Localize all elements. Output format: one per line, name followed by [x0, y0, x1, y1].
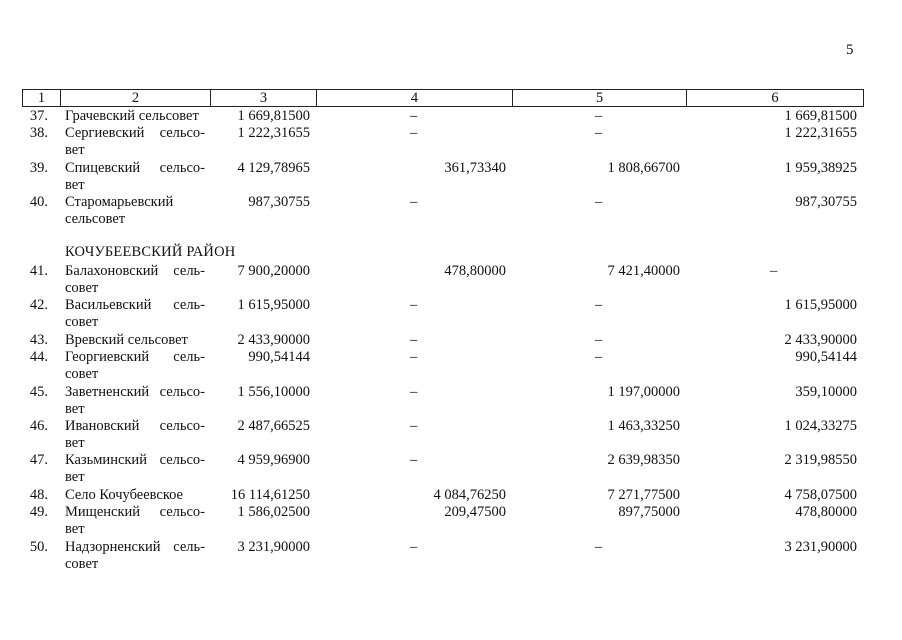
cell-col-3: 1 556,10000 [237, 384, 310, 400]
cell-col-6: 1 024,33275 [784, 418, 857, 434]
cell-col-5: – [595, 332, 603, 348]
cell-col-6: 2 319,98550 [784, 452, 857, 468]
cell-col-3: 990,54144 [248, 349, 310, 365]
cell-col-3: 1 669,81500 [237, 108, 310, 124]
table-column-header [22, 89, 864, 107]
cell-col-6: – [770, 263, 778, 279]
row-number: 37. [29, 108, 48, 124]
cell-col-5: – [595, 194, 603, 210]
cell-col-4: – [410, 332, 418, 348]
cell-col-3: 1 222,31655 [237, 125, 310, 141]
cell-col-4: – [410, 539, 418, 555]
cell-col-3: 16 114,61250 [230, 487, 310, 503]
cell-col-4: 361,73340 [444, 160, 506, 176]
page-number: 5 [846, 42, 854, 58]
cell-col-5: 2 639,98350 [607, 452, 680, 468]
cell-col-3: 4 129,78965 [237, 160, 310, 176]
column-header-2: 2 [61, 90, 211, 106]
cell-col-3: 4 959,96900 [237, 452, 310, 468]
row-number: 47. [29, 452, 48, 468]
cell-col-5: 897,75000 [618, 504, 680, 520]
row-name: Балахоновский сель- совет [65, 263, 205, 296]
row-name: Спицевский сельсо- вет [65, 160, 205, 193]
cell-col-3: 2 433,90000 [237, 332, 310, 348]
column-header-3: 3 [211, 90, 317, 106]
cell-col-5: 7 271,77500 [607, 487, 680, 503]
cell-col-6: 990,54144 [795, 349, 857, 365]
cell-col-6: 478,80000 [795, 504, 857, 520]
cell-col-4: – [410, 108, 418, 124]
row-name: Ивановский сельсо- вет [65, 418, 205, 451]
cell-col-4: – [410, 194, 418, 210]
cell-col-3: 3 231,90000 [237, 539, 310, 555]
cell-col-5: – [595, 108, 603, 124]
cell-col-6: 1 669,81500 [784, 108, 857, 124]
row-name: Село Кочубеевское [65, 487, 183, 503]
cell-col-3: 1 586,02500 [237, 504, 310, 520]
cell-col-6: 3 231,90000 [784, 539, 857, 555]
cell-col-6: 1 615,95000 [784, 297, 857, 313]
row-number: 44. [29, 349, 48, 365]
cell-col-6: 1 222,31655 [784, 125, 857, 141]
row-name: Казьминский сельсо- вет [65, 452, 205, 485]
cell-col-4: – [410, 452, 418, 468]
row-number: 45. [29, 384, 48, 400]
column-header-1: 1 [23, 90, 61, 106]
row-name: Мищенский сельсо- вет [65, 504, 205, 537]
cell-col-5: – [595, 539, 603, 555]
cell-col-5: – [595, 349, 603, 365]
cell-col-5: 1 808,66700 [607, 160, 680, 176]
cell-col-4: 209,47500 [444, 504, 506, 520]
cell-col-4: 478,80000 [444, 263, 506, 279]
cell-col-6: 2 433,90000 [784, 332, 857, 348]
row-name: Грачевский сельсовет [65, 108, 199, 124]
cell-col-4: – [410, 349, 418, 365]
row-number: 42. [29, 297, 48, 313]
cell-col-5: – [595, 125, 603, 141]
row-name: Васильевский сель- совет [65, 297, 205, 330]
row-number: 39. [29, 160, 48, 176]
row-name: Заветненский сельсо- вет [65, 384, 205, 417]
cell-col-3: 7 900,20000 [237, 263, 310, 279]
row-number: 50. [29, 539, 48, 555]
cell-col-3: 2 487,66525 [237, 418, 310, 434]
cell-col-6: 4 758,07500 [784, 487, 857, 503]
row-name: Георгиевский сель- совет [65, 349, 205, 382]
row-name: Надзорненский сель- совет [65, 539, 205, 572]
cell-col-4: – [410, 384, 418, 400]
cell-col-3: 987,30755 [248, 194, 310, 210]
cell-col-6: 987,30755 [795, 194, 857, 210]
column-header-6: 6 [771, 90, 779, 106]
section-title: КОЧУБЕЕВСКИЙ РАЙОН [65, 244, 236, 260]
row-number: 46. [29, 418, 48, 434]
cell-col-5: 1 197,00000 [607, 384, 680, 400]
cell-col-5: – [595, 297, 603, 313]
cell-col-3: 1 615,95000 [237, 297, 310, 313]
cell-col-4: – [410, 125, 418, 141]
cell-col-4: – [410, 418, 418, 434]
row-name: Старомарьевский сельсовет [65, 194, 174, 227]
cell-col-5: 1 463,33250 [607, 418, 680, 434]
cell-col-4: 4 084,76250 [433, 487, 506, 503]
row-name: Вревский сельсовет [65, 332, 188, 348]
cell-col-6: 359,10000 [795, 384, 857, 400]
row-name: Сергиевский сельсо- вет [65, 125, 205, 158]
cell-col-4: – [410, 297, 418, 313]
cell-col-6: 1 959,38925 [784, 160, 857, 176]
row-number: 38. [29, 125, 48, 141]
cell-col-5: 7 421,40000 [607, 263, 680, 279]
row-number: 41. [29, 263, 48, 279]
column-header-5: 5 [513, 90, 687, 106]
row-number: 49. [29, 504, 48, 520]
row-number: 40. [29, 194, 48, 210]
row-number: 43. [29, 332, 48, 348]
row-number: 48. [29, 487, 48, 503]
column-header-4: 4 [317, 90, 513, 106]
